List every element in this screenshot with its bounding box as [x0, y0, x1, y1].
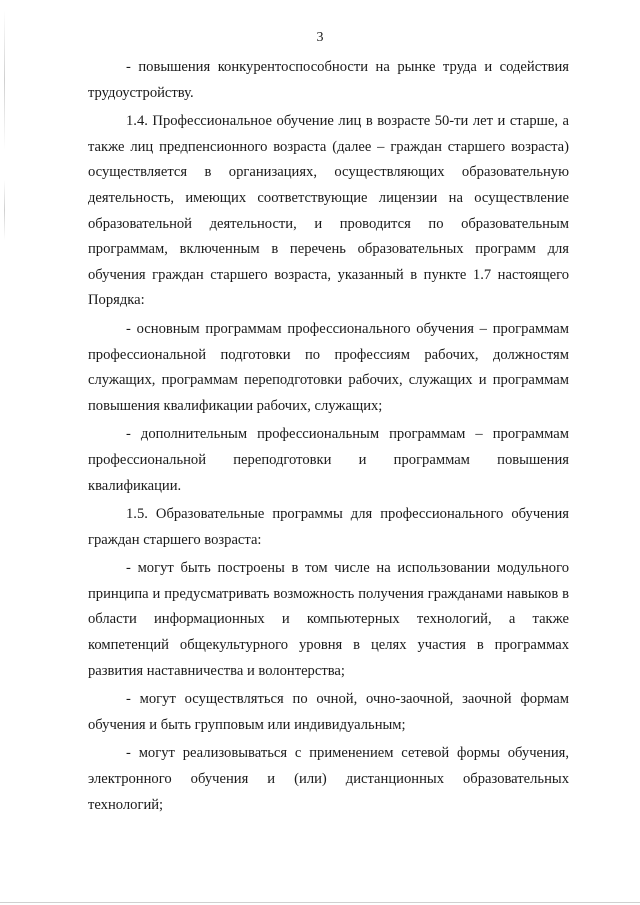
- paragraph: - могут быть построены в том числе на использовании модульного принципа и предусматривать возможность получения гражданами навыков в области информационных и компьютерных технологий, а также компетенций общекультурного уровня в целях участия в программах развития наставничества и волонтерства;: [88, 560, 569, 679]
- paragraph: - могут осуществляться по очной, очно-заочной, заочной формам обучения и быть групповым или индивидуальным;: [88, 691, 569, 733]
- paragraph: - повышения конкурентоспособности на рынке труда и содействия трудоустройству.: [88, 59, 569, 101]
- paragraph: 1.4. Профессиональное обучение лиц в возрасте 50-ти лет и старше, а также лиц предпенсионного возраста (далее – граждан старшего возраста) осуществляется в организациях, осуществляющих образовательную деятельность, имеющих соответствующие лицензии на осуществление образовательной деятельности, и проводится по образовательным программам, включенным в перечень образовательных программ для обучения граждан старшего возраста, указанный в пункте 1.7 настоящего Порядка:: [88, 113, 569, 309]
- scan-edge-mark: [4, 180, 5, 240]
- document-body: [88, 55, 569, 818]
- page-number: 3: [316, 30, 324, 45]
- paragraph: - могут реализовываться с применением сетевой формы обучения, электронного обучения и (или) дистанционных образовательных технологий;: [88, 745, 569, 813]
- scan-bottom-edge: [0, 902, 640, 903]
- paragraph: 1.5. Образовательные программы для профессионального обучения граждан старшего возраста:: [88, 506, 569, 548]
- paragraph: - основным программам профессионального обучения – программам профессиональной подготовки по профессиям рабочих, должностям служащих, программам переподготовки рабочих, служащих и программам повышения квалификации рабочих, служащих;: [88, 320, 569, 414]
- paragraph: - дополнительным профессиональным программам – программам профессиональной переподготовки и программам повышения квалификации.: [88, 426, 569, 494]
